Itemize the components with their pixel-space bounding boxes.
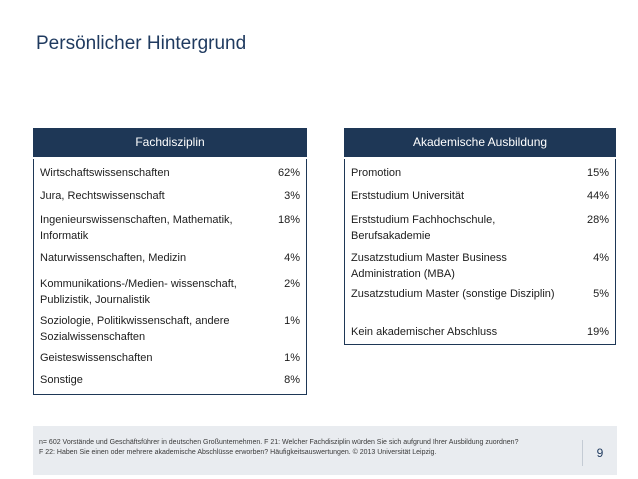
table-row (34, 346, 306, 367)
row-value: 2% (284, 278, 300, 290)
row-label: Zusatzstudium Master (sonstige Disziplin) (351, 288, 555, 300)
row-label: Jura, Rechtswissenschaft (40, 190, 165, 202)
table-row (345, 284, 615, 320)
table-row (345, 248, 615, 284)
table-row (345, 212, 615, 248)
footer-note-line: n= 602 Vorstände und Geschäftsführer in deutschen Großunternehmen. F 21: Welcher Fachdisziplin würden Sie sich aufgrund Ihrer Ausbildung zuordnen? (39, 439, 519, 446)
row-label: Kein akademischer Abschluss (351, 326, 498, 338)
row-value: 3% (284, 190, 300, 202)
table-row (34, 159, 306, 186)
fachdisziplin-header: Fachdisziplin (33, 128, 307, 157)
row-label: Naturwissenschaften, Medizin (40, 252, 187, 264)
row-value: 1% (284, 315, 300, 327)
row-value: 44% (586, 190, 609, 202)
row-value: 19% (586, 326, 609, 338)
row-value: 62% (277, 167, 300, 179)
row-label: Kommunikations-/Medien- wissenschaft, Publizistik, Journalistik (40, 278, 237, 306)
row-value: 8% (284, 374, 300, 386)
table-row (34, 248, 306, 272)
row-label: Erststudium Universität (351, 190, 465, 202)
table-row (34, 212, 306, 248)
row-value: 18% (277, 214, 300, 226)
row-label: Ingenieurswissenschaften, Mathematik, Informatik (40, 214, 233, 242)
table-row (345, 320, 615, 344)
row-label: Wirtschaftswissenschaften (40, 167, 170, 179)
table-row (34, 367, 306, 394)
row-label: Promotion (351, 167, 402, 179)
akademische-ausbildung-table (344, 128, 616, 345)
row-label: Geisteswissenschaften (40, 352, 153, 364)
table-row (345, 186, 615, 212)
footer-bar (33, 426, 617, 475)
row-value: 5% (593, 288, 609, 300)
page-number: 9 (582, 440, 617, 466)
page-title: Persönlicher Hintergrund (36, 33, 247, 54)
fachdisziplin-body (33, 159, 307, 395)
fachdisziplin-table (33, 128, 307, 395)
row-value: 4% (593, 252, 609, 264)
akademische-ausbildung-header: Akademische Ausbildung (344, 128, 616, 157)
row-value: 1% (284, 352, 300, 364)
row-label: Sonstige (40, 374, 83, 386)
table-row (34, 308, 306, 346)
row-label: Erststudium Fachhochschule, Berufsakademie (351, 214, 496, 242)
row-value: 28% (586, 214, 609, 226)
row-label: Soziologie, Politikwissenschaft, andere Sozialwissenschaften (40, 315, 230, 343)
footer-note (39, 438, 518, 458)
footer-note-line: F 22: Haben Sie einen oder mehrere akademische Abschlüsse erworben? Häufigkeitsauswertungen. © 2013 Universität Leipzig. (39, 449, 437, 456)
table-row (34, 186, 306, 212)
row-value: 4% (284, 252, 300, 264)
row-label: Zusatzstudium Master Business Administration (MBA) (351, 252, 507, 280)
akademische-ausbildung-body (344, 159, 616, 345)
table-row (345, 159, 615, 186)
row-value: 15% (586, 167, 609, 179)
table-row (34, 272, 306, 308)
